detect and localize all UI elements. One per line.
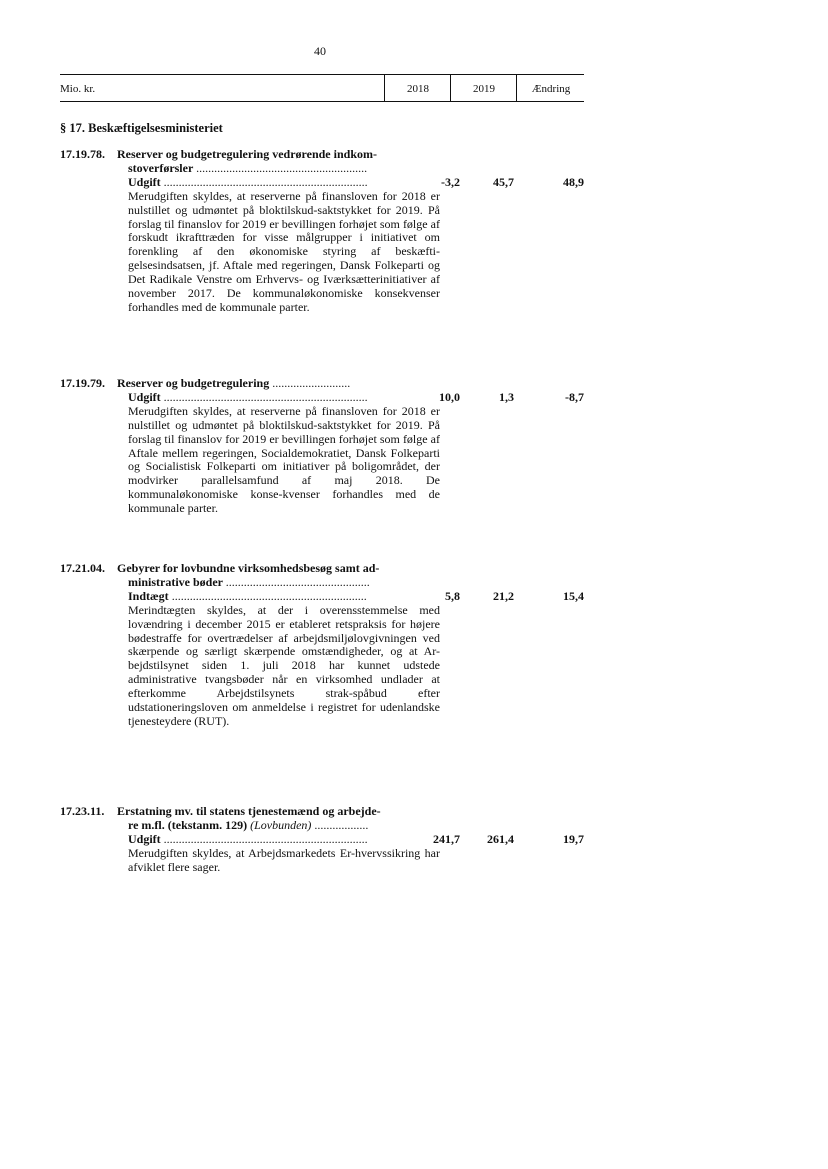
value-2018: 10,0 [439, 390, 460, 404]
value-change: -8,7 [565, 390, 584, 404]
value-2019: 261,4 [487, 832, 514, 846]
value-2018: 241,7 [433, 832, 460, 846]
entry-kind: Indtægt ................................................................. [128, 588, 367, 603]
value-2019: 1,3 [499, 390, 514, 404]
entry-description: Merudgiften skyldes, at reserverne på finansloven for 2018 er nulstillet og udmøntet på bloktilskud-saktstykket for 2019. På forslag til finanslov for 2019 er bevillingen forhøjet som følge af Aftale mellem regeringen, Socialdemokratiet, Dansk Folkeparti og Socialistisk Folkeparti om initiativer på boligområdet, der modvirker parallelsamfund af maj 2018. De kommunaløkonomiske konse-kvenser forhandles med de kommunale parter. [128, 403, 440, 516]
entry-title: Erstatning mv. til statens tjenestemænd og arbejde- re m.fl. (tekstanm. 129) (Lovbunden) .................. [117, 804, 381, 832]
entry-number: 17.23.11. [60, 804, 105, 818]
entry-number: 17.19.79. [60, 376, 105, 390]
entry-kind: Udgift .................................................................... [128, 174, 368, 189]
entry-description: Merudgiften skyldes, at Arbejdsmarkedets Er-hvervssikring har afviklet flere sager. [128, 845, 440, 874]
value-2019: 21,2 [493, 589, 514, 603]
entry-description: Merudgiften skyldes, at reserverne på finansloven for 2018 er nulstillet og udmøntet på bloktilskud-saktstykket for 2019. På forslag til finanslov for 2019 er bevillingen forhøjet som følge af forskudt ikrafttræden for visse målgrupper i initiativet om forenkling af den økonomiske styring af beskæfti-gelsesindsatsen, jf. Aftale med regeringen, Dansk Folkeparti og Det Radikale Venstre om Erhvervs- og Iværksætterinitiativer af november 2017. De kommunaløkonomiske konsekvenser forhandles med de kommunale parter. [128, 188, 440, 314]
entry-title: Reserver og budgetregulering .......................... [117, 376, 351, 390]
entry-number: 17.21.04. [60, 561, 105, 575]
section-title: § 17. Beskæftigelsesministeriet [60, 121, 223, 135]
column-change-header: Ændring [516, 75, 585, 101]
entry-description: Merindtægten skyldes, at der i overensstemmelse med lovændring i december 2015 er etableret retspraksis for højere bødestraffe for overtrædelser af arbejdsmiljølovgivningen ved skærpende og særligt skærpende omstændigheder, og at Ar-bejdstilsynet siden 1. juli 2018 har kunnet udstede administrative tvangsbøder når en virksomhed undlader at efterkomme Arbejdstilsynets strak-spåbud efter udstationeringsloven om anmeldelse i registret for udenlandske tjenesteydere (RUT). [128, 602, 440, 728]
value-2018: -3,2 [441, 175, 460, 189]
value-2018: 5,8 [445, 589, 460, 603]
entry-number: 17.19.78. [60, 147, 105, 161]
unit-header: Mio. kr. [60, 83, 96, 95]
entry-kind: Udgift .................................................................... [128, 389, 368, 404]
entry-title: Reserver og budgetregulering vedrørende indkom- stoverførsler ......................................................... [117, 147, 377, 175]
value-change: 19,7 [563, 832, 584, 846]
entry-kind: Udgift .................................................................... [128, 831, 368, 846]
column-2019-header: 2019 [450, 75, 517, 101]
value-change: 48,9 [563, 175, 584, 189]
value-change: 15,4 [563, 589, 584, 603]
value-2019: 45,7 [493, 175, 514, 189]
entry-title: Gebyrer for lovbundne virksomhedsbesøg samt ad- ministrative bøder ................................................ [117, 561, 380, 589]
table-header [60, 74, 584, 102]
column-2018-header: 2018 [384, 75, 451, 101]
page-number: 40 [314, 44, 326, 58]
